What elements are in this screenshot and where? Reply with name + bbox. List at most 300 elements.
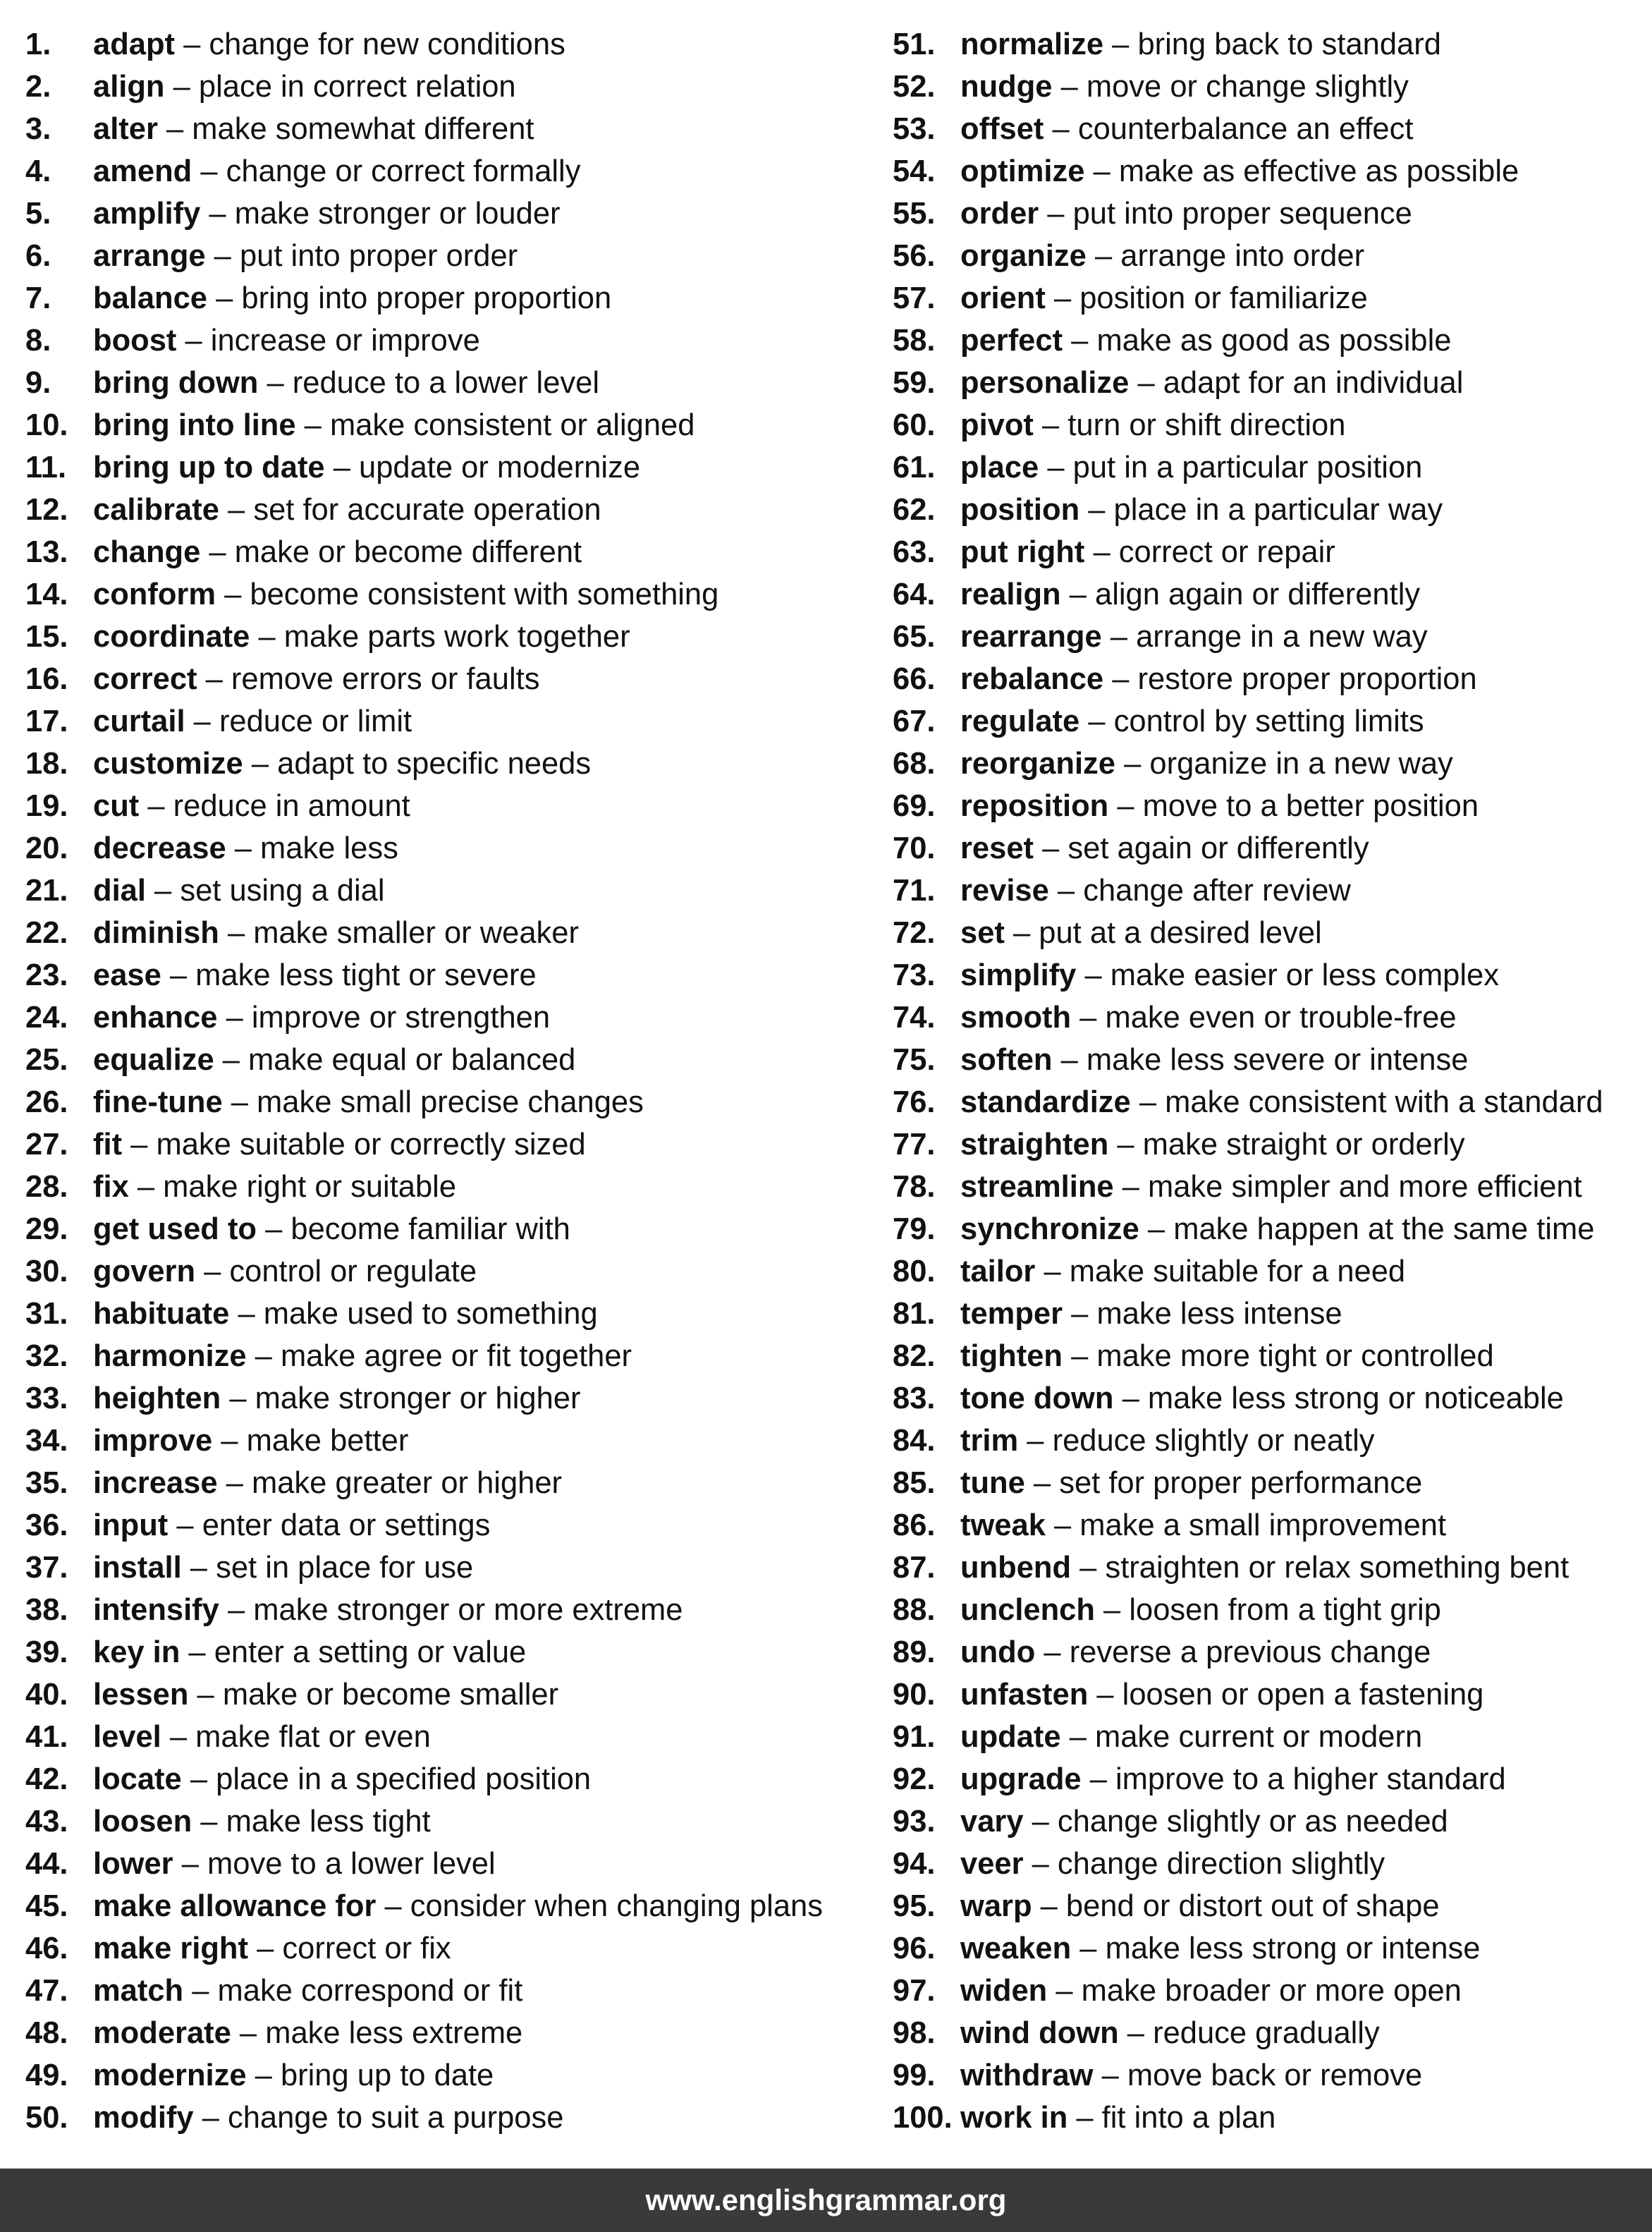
- item-number: 79.: [893, 1212, 936, 1246]
- item-definition: improve or strengthen: [251, 1001, 551, 1035]
- item-separator: –: [1101, 2059, 1119, 2092]
- item-term: upgrade: [960, 1762, 1082, 1796]
- item-number: 44.: [25, 1847, 68, 1881]
- item-number: 52.: [893, 70, 936, 104]
- item-definition: make stronger or more extreme: [253, 1593, 683, 1627]
- item-term: get used to: [93, 1212, 257, 1246]
- item-number: 47.: [25, 1974, 68, 2008]
- item-term: fix: [93, 1170, 129, 1204]
- item-term: decrease: [93, 831, 226, 865]
- item-number: 67.: [893, 705, 936, 738]
- list-item: [893, 740, 1652, 783]
- item-definition: put in a particular position: [1072, 451, 1423, 484]
- item-definition: move or change slightly: [1086, 70, 1409, 104]
- list-item: [25, 1206, 871, 1248]
- item-number: 92.: [893, 1762, 936, 1796]
- item-definition: increase or improve: [210, 324, 480, 358]
- item-term: boost: [93, 324, 177, 358]
- item-number: 64.: [893, 578, 936, 611]
- list-item: [893, 994, 1652, 1037]
- item-separator: –: [1047, 451, 1065, 484]
- item-definition: consider when changing plans: [410, 1889, 823, 1923]
- list-item: [893, 698, 1652, 740]
- list-item: [893, 1164, 1652, 1206]
- item-number: 73.: [893, 958, 936, 992]
- list-item: [893, 317, 1652, 360]
- item-term: tone down: [960, 1382, 1114, 1415]
- item-number: 25.: [25, 1043, 68, 1077]
- item-term: input: [93, 1508, 169, 1542]
- item-separator: –: [181, 1847, 199, 1881]
- item-separator: –: [231, 1085, 248, 1119]
- item-definition: become consistent with something: [250, 578, 719, 611]
- footer-bar: [0, 2169, 1652, 2232]
- item-separator: –: [188, 1635, 206, 1669]
- item-definition: make stronger or louder: [234, 197, 561, 231]
- item-number: 43.: [25, 1805, 68, 1838]
- item-term: alter: [93, 112, 158, 146]
- item-number: 81.: [893, 1297, 936, 1331]
- list-item: [25, 994, 871, 1037]
- list-item: [25, 2010, 871, 2052]
- list-item: [25, 1460, 871, 1502]
- item-definition: make a small improvement: [1079, 1508, 1447, 1542]
- list-item: [25, 1671, 871, 1714]
- list-item: [25, 1883, 871, 1925]
- list-item: [25, 317, 871, 360]
- item-separator: –: [1071, 324, 1089, 358]
- item-number: 65.: [893, 620, 936, 654]
- item-term: position: [960, 493, 1080, 527]
- item-number: 23.: [25, 958, 68, 992]
- list-item: [25, 910, 871, 952]
- list-item: [25, 614, 871, 656]
- item-definition: enter data or settings: [202, 1508, 491, 1542]
- item-number: 71.: [893, 874, 936, 908]
- item-separator: –: [166, 112, 184, 146]
- item-term: tighten: [960, 1339, 1063, 1373]
- item-separator: –: [239, 2016, 257, 2050]
- list-item: [893, 275, 1652, 317]
- item-definition: make less: [260, 831, 398, 865]
- item-term: soften: [960, 1043, 1053, 1077]
- list-item: [893, 825, 1652, 867]
- item-separator: –: [173, 70, 190, 104]
- list-item: [893, 1291, 1652, 1333]
- item-term: weaken: [960, 1932, 1072, 1965]
- item-separator: –: [216, 281, 233, 315]
- list-item: [25, 1417, 871, 1460]
- item-definition: arrange in a new way: [1136, 620, 1428, 654]
- item-number: 26.: [25, 1085, 68, 1119]
- item-separator: –: [185, 324, 202, 358]
- item-term: streamline: [960, 1170, 1114, 1204]
- item-separator: –: [1093, 535, 1110, 569]
- item-separator: –: [1012, 916, 1031, 950]
- item-definition: control or regulate: [229, 1255, 477, 1288]
- item-term: offset: [960, 112, 1044, 146]
- item-term: order: [960, 197, 1039, 231]
- item-number: 87.: [893, 1551, 936, 1585]
- item-definition: make more tight or controlled: [1096, 1339, 1494, 1373]
- item-definition: make correspond or fit: [217, 1974, 523, 2008]
- item-separator: –: [1033, 1466, 1051, 1500]
- item-term: heighten: [93, 1382, 221, 1415]
- list-item: [25, 1587, 871, 1629]
- item-definition: make less extreme: [265, 2016, 523, 2050]
- item-separator: –: [1094, 239, 1113, 273]
- item-term: key in: [93, 1635, 181, 1669]
- list-item: [25, 360, 871, 402]
- item-separator: –: [226, 1466, 243, 1500]
- list-item: [25, 1375, 871, 1417]
- list-item: [25, 1333, 871, 1375]
- item-definition: make greater or higher: [251, 1466, 563, 1500]
- list-item: [893, 2052, 1652, 2094]
- item-separator: –: [1056, 1974, 1073, 2008]
- list-item: [25, 2094, 871, 2137]
- item-number: 99.: [893, 2059, 936, 2092]
- list-item: [25, 444, 871, 487]
- item-separator: –: [304, 408, 322, 442]
- item-term: unfasten: [960, 1678, 1089, 1712]
- item-definition: reduce to a lower level: [292, 366, 599, 400]
- item-term: undo: [960, 1635, 1036, 1669]
- item-separator: –: [200, 154, 218, 188]
- item-separator: –: [1044, 1255, 1061, 1288]
- list-item: [893, 1756, 1652, 1798]
- item-definition: adapt for an individual: [1163, 366, 1464, 400]
- item-number: 88.: [893, 1593, 936, 1627]
- item-term: amend: [93, 154, 192, 188]
- list-item: [893, 233, 1652, 275]
- item-term: place: [960, 451, 1039, 484]
- item-definition: reverse a previous change: [1069, 1635, 1431, 1669]
- item-number: 14.: [25, 578, 68, 611]
- item-number: 95.: [893, 1889, 936, 1923]
- item-term: customize: [93, 747, 243, 781]
- item-separator: –: [1027, 1424, 1044, 1458]
- item-separator: –: [1112, 28, 1130, 61]
- list-item: [25, 571, 871, 614]
- item-definition: make agree or fit together: [280, 1339, 632, 1373]
- item-number: 20.: [25, 831, 68, 865]
- item-definition: change to suit a purpose: [227, 2101, 564, 2135]
- item-separator: –: [265, 1212, 283, 1246]
- footer-url[interactable]: www.englishgrammar.org: [645, 2183, 1007, 2216]
- item-term: put right: [960, 535, 1085, 569]
- item-number: 91.: [893, 1720, 936, 1754]
- item-definition: make used to something: [263, 1297, 598, 1331]
- item-number: 93.: [893, 1805, 936, 1838]
- item-definition: reduce slightly or neatly: [1052, 1424, 1375, 1458]
- item-number: 90.: [893, 1678, 936, 1712]
- item-separator: –: [258, 620, 276, 654]
- item-number: 59.: [893, 366, 936, 400]
- item-definition: loosen from a tight grip: [1129, 1593, 1441, 1627]
- item-definition: make right or suitable: [163, 1170, 457, 1204]
- list-item: [25, 1079, 871, 1121]
- item-term: align: [93, 70, 165, 104]
- list-item: [893, 1714, 1652, 1756]
- item-term: veer: [960, 1847, 1024, 1881]
- item-separator: –: [190, 1551, 207, 1585]
- list-item: [25, 1629, 871, 1671]
- item-term: harmonize: [93, 1339, 247, 1373]
- item-term: habituate: [93, 1297, 230, 1331]
- item-number: 89.: [893, 1635, 936, 1669]
- list-item: [25, 487, 871, 529]
- item-separator: –: [1112, 662, 1130, 696]
- item-definition: become familiar with: [290, 1212, 570, 1246]
- item-separator: –: [197, 1678, 214, 1712]
- list-item: [25, 1121, 871, 1164]
- item-definition: change direction slightly: [1057, 1847, 1385, 1881]
- item-term: correct: [93, 662, 197, 696]
- item-separator: –: [190, 1762, 208, 1796]
- item-separator: –: [1047, 197, 1065, 231]
- item-separator: –: [255, 1339, 272, 1373]
- item-definition: change for new conditions: [209, 28, 565, 61]
- item-definition: reduce in amount: [173, 789, 410, 823]
- item-term: adapt: [93, 28, 176, 61]
- item-number: 97.: [893, 1974, 936, 2008]
- item-separator: –: [130, 1128, 148, 1161]
- item-separator: –: [226, 1001, 243, 1035]
- item-term: smooth: [960, 1001, 1072, 1035]
- list-item: [25, 402, 871, 444]
- item-definition: make stronger or higher: [255, 1382, 581, 1415]
- item-definition: set in place for use: [216, 1551, 474, 1585]
- item-definition: make parts work together: [283, 620, 630, 654]
- item-definition: reduce or limit: [219, 705, 412, 738]
- item-definition: make less tight: [226, 1805, 431, 1838]
- item-term: install: [93, 1551, 182, 1585]
- item-term: reposition: [960, 789, 1109, 823]
- item-number: 30.: [25, 1255, 68, 1288]
- item-number: 39.: [25, 1635, 68, 1669]
- list-item: [25, 698, 871, 740]
- item-definition: make small precise changes: [257, 1085, 644, 1119]
- item-term: unclench: [960, 1593, 1095, 1627]
- item-term: modernize: [93, 2059, 247, 2092]
- list-item: [893, 1417, 1652, 1460]
- item-separator: –: [222, 1043, 240, 1077]
- item-definition: set using a dial: [180, 874, 385, 908]
- list-item: [893, 1502, 1652, 1544]
- item-number: 69.: [893, 789, 936, 823]
- item-separator: –: [1071, 1339, 1089, 1373]
- list-item: [25, 1291, 871, 1333]
- item-term: fine-tune: [93, 1085, 223, 1119]
- item-number: 17.: [25, 705, 68, 738]
- item-separator: –: [169, 1720, 188, 1754]
- item-term: temper: [960, 1297, 1063, 1331]
- item-definition: make or become smaller: [222, 1678, 559, 1712]
- list-item: [893, 910, 1652, 952]
- item-term: make right: [93, 1932, 248, 1965]
- item-separator: –: [1147, 1212, 1165, 1246]
- list-item: [25, 1502, 871, 1544]
- item-definition: loosen or open a fastening: [1122, 1678, 1484, 1712]
- item-term: work in: [960, 2101, 1068, 2135]
- item-separator: –: [224, 578, 242, 611]
- item-term: tune: [960, 1466, 1025, 1500]
- list-item: [893, 783, 1652, 825]
- item-term: balance: [93, 281, 207, 315]
- item-definition: place in a particular way: [1113, 493, 1443, 527]
- item-term: unbend: [960, 1551, 1072, 1585]
- item-number: 57.: [893, 281, 936, 315]
- list-item: [25, 233, 871, 275]
- item-term: govern: [93, 1255, 196, 1288]
- list-item: [893, 1333, 1652, 1375]
- item-term: calibrate: [93, 493, 219, 527]
- list-item: [893, 21, 1652, 63]
- item-separator: –: [214, 239, 231, 273]
- item-definition: counterbalance an effect: [1077, 112, 1414, 146]
- item-number: 58.: [893, 324, 936, 358]
- item-number: 56.: [893, 239, 936, 273]
- item-term: dial: [93, 874, 146, 908]
- item-term: regulate: [960, 705, 1080, 738]
- item-separator: –: [333, 451, 350, 484]
- item-term: tweak: [960, 1508, 1046, 1542]
- item-number: 86.: [893, 1508, 936, 1542]
- item-definition: make happen at the same time: [1173, 1212, 1595, 1246]
- item-number: 94.: [893, 1847, 936, 1881]
- item-term: wind down: [960, 2016, 1119, 2050]
- item-number: 72.: [893, 916, 936, 950]
- item-term: withdraw: [960, 2059, 1094, 2092]
- item-definition: correct or repair: [1118, 535, 1335, 569]
- item-separator: –: [1117, 1128, 1134, 1161]
- item-separator: –: [147, 789, 165, 823]
- item-number: 2.: [25, 70, 51, 104]
- item-number: 13.: [25, 535, 68, 569]
- item-definition: straighten or relax something bent: [1105, 1551, 1570, 1585]
- item-number: 28.: [25, 1170, 68, 1204]
- list-item: [25, 740, 871, 783]
- item-separator: –: [1084, 958, 1102, 992]
- item-separator: –: [202, 2101, 219, 2135]
- item-number: 40.: [25, 1678, 68, 1712]
- item-separator: –: [1044, 1635, 1061, 1669]
- item-separator: –: [1054, 1508, 1072, 1542]
- item-number: 27.: [25, 1128, 68, 1161]
- list-item: [893, 1629, 1652, 1671]
- item-term: diminish: [93, 916, 219, 950]
- item-separator: –: [1057, 874, 1075, 908]
- item-definition: make less intense: [1096, 1297, 1342, 1331]
- item-term: warp: [960, 1889, 1032, 1923]
- item-separator: –: [1096, 1678, 1114, 1712]
- item-definition: place in a specified position: [216, 1762, 592, 1796]
- item-number: 66.: [893, 662, 936, 696]
- item-separator: –: [1122, 1170, 1139, 1204]
- item-definition: position or familiarize: [1079, 281, 1368, 315]
- list-item: [893, 63, 1652, 106]
- item-separator: –: [154, 874, 172, 908]
- item-definition: make as good as possible: [1096, 324, 1452, 358]
- item-definition: control by setting limits: [1113, 705, 1424, 738]
- item-number: 34.: [25, 1424, 68, 1458]
- item-number: 12.: [25, 493, 68, 527]
- item-number: 78.: [893, 1170, 936, 1204]
- item-number: 29.: [25, 1212, 68, 1246]
- item-number: 8.: [25, 324, 51, 358]
- list-item: [893, 402, 1652, 444]
- list-item: [893, 1671, 1652, 1714]
- item-term: vary: [960, 1805, 1024, 1838]
- list-item: [893, 360, 1652, 402]
- item-number: 61.: [893, 451, 936, 484]
- item-definition: bring back to standard: [1137, 28, 1441, 61]
- item-separator: –: [192, 1974, 209, 2008]
- item-separator: –: [204, 1255, 221, 1288]
- item-separator: –: [228, 493, 245, 527]
- item-term: reorganize: [960, 747, 1115, 781]
- item-term: realign: [960, 578, 1061, 611]
- item-term: arrange: [93, 239, 206, 273]
- word-list-left: [25, 21, 871, 2137]
- item-definition: make or become different: [234, 535, 582, 569]
- item-separator: –: [251, 747, 269, 781]
- item-separator: –: [1079, 1932, 1097, 1965]
- item-term: normalize: [960, 28, 1104, 61]
- item-term: pivot: [960, 408, 1034, 442]
- item-term: increase: [93, 1466, 218, 1500]
- item-separator: –: [257, 1932, 274, 1965]
- item-term: set: [960, 916, 1005, 950]
- item-term: loosen: [93, 1805, 192, 1838]
- item-definition: make current or modern: [1094, 1720, 1423, 1754]
- item-term: reset: [960, 831, 1034, 865]
- item-separator: –: [227, 916, 245, 950]
- word-list-right: [893, 21, 1652, 2137]
- list-item: [25, 1248, 871, 1291]
- item-term: intensify: [93, 1593, 219, 1627]
- item-separator: –: [238, 1297, 255, 1331]
- item-definition: put at a desired level: [1039, 916, 1322, 950]
- list-item: [893, 1206, 1652, 1248]
- item-definition: align again or differently: [1095, 578, 1421, 611]
- item-separator: –: [234, 831, 252, 865]
- item-term: improve: [93, 1424, 213, 1458]
- list-item: [25, 1798, 871, 1841]
- item-definition: make even or trouble-free: [1105, 1001, 1457, 1035]
- item-definition: move back or remove: [1127, 2059, 1423, 2092]
- item-definition: change slightly or as needed: [1057, 1805, 1448, 1838]
- item-number: 31.: [25, 1297, 68, 1331]
- item-term: match: [93, 1974, 184, 2008]
- item-separator: –: [209, 197, 226, 231]
- item-number: 38.: [25, 1593, 68, 1627]
- item-number: 7.: [25, 281, 51, 315]
- list-item: [893, 614, 1652, 656]
- item-number: 49.: [25, 2059, 68, 2092]
- list-item: [25, 1925, 871, 1968]
- item-number: 9.: [25, 366, 51, 400]
- list-item: [893, 529, 1652, 571]
- item-definition: fit into a plan: [1101, 2101, 1276, 2135]
- list-item: [25, 63, 871, 106]
- item-separator: –: [1110, 620, 1127, 654]
- list-item: [25, 1714, 871, 1756]
- item-number: 5.: [25, 197, 51, 231]
- list-item: [25, 1756, 871, 1798]
- item-separator: –: [1060, 70, 1078, 104]
